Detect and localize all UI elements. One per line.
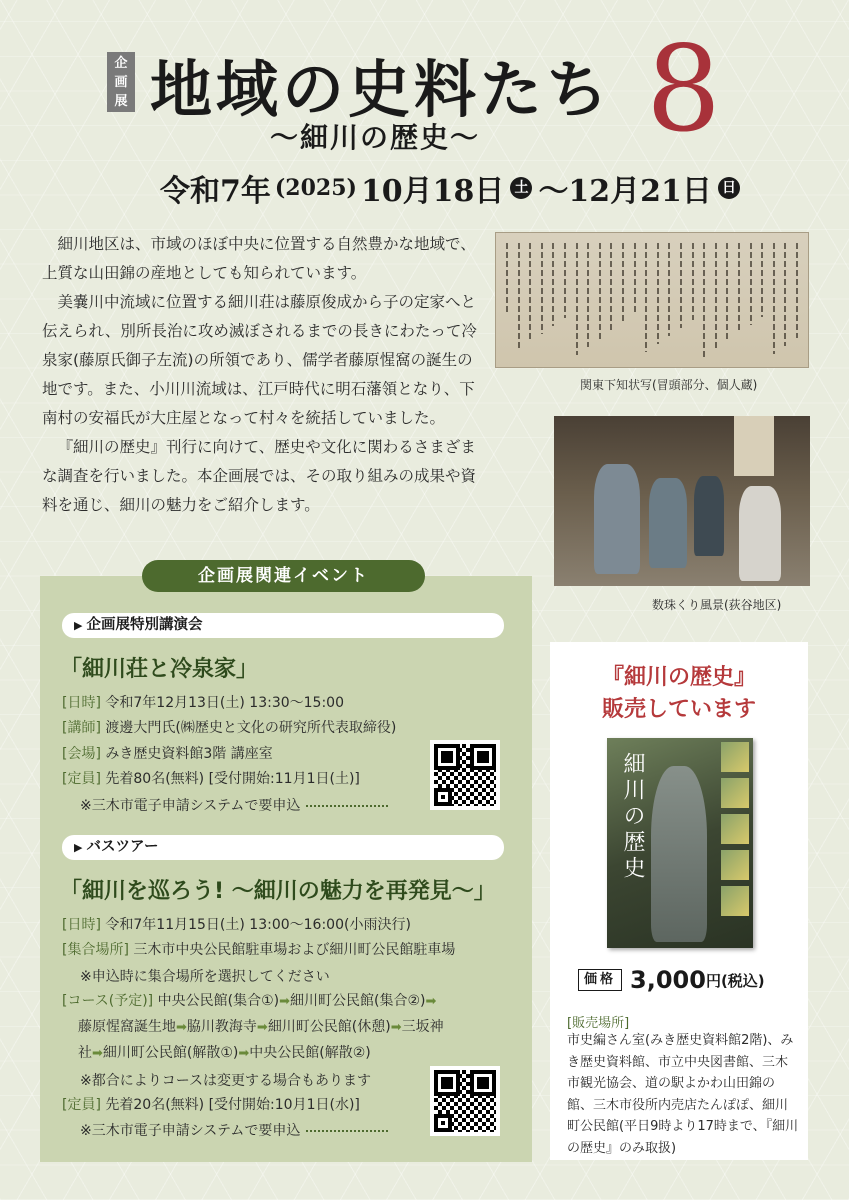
bus-meet-label: [集合場所] (62, 942, 129, 958)
lecture-qr-code[interactable] (430, 740, 500, 810)
bus-section-bar (62, 835, 504, 860)
intro-paragraph-2: 美嚢川中流域に位置する細川荘は藤原俊成から子の定家へと伝えられ、別所長治に攻め滅ぼされるまでの長きにわたって冷泉家(藤原氏御子左流)の所領であり、儒学者藤原惺窩の誕生の地です。また、小川川流域は、江戸時代に明石藩領となり、下南村の安福氏が大庄屋となって村々を統括していました。 (42, 293, 477, 427)
script-column (657, 243, 659, 344)
price-label: 価格 (578, 969, 622, 991)
triangle-right-icon: ▶ (74, 619, 83, 632)
script-column (715, 243, 717, 349)
lecture-capacity: 先着80名(無料) [受付開始:11月1日(土)] (105, 771, 360, 787)
bus-course-row-3 (78, 1044, 371, 1063)
script-column (645, 243, 647, 352)
date-start: 10月18日 (360, 174, 505, 209)
arrow-right-icon: ➡ (279, 994, 290, 1009)
script-column (622, 243, 624, 323)
volume-number: 8 (646, 20, 722, 158)
date-year: (2025) (274, 175, 357, 201)
price-unit: 円(税込) (705, 971, 765, 990)
bus-apply-note (80, 1120, 388, 1140)
lecture-note: ※三木市電子申請システムで要申込 (80, 798, 301, 814)
lecture-speaker-row (62, 719, 396, 737)
price-row (578, 966, 765, 994)
shop-label: [販売場所] (567, 1016, 630, 1031)
exhibition-badge: 企 画 展 (107, 52, 135, 112)
script-column (761, 243, 763, 317)
script-column (738, 243, 740, 333)
book-cover (607, 738, 753, 948)
script-column (726, 243, 728, 341)
cover-photo-thumb (721, 814, 749, 844)
script-column (796, 243, 798, 338)
lecture-venue-label: [会場] (62, 746, 101, 762)
lecture-date-row (62, 694, 344, 712)
course-stop-8: 中央公民館(解散②) (249, 1045, 371, 1061)
lecture-section-bar (62, 613, 504, 638)
book-cover-title: 細川の歴史 (620, 752, 645, 882)
statue-image (651, 766, 707, 942)
bus-date-row (62, 916, 411, 934)
bus-course-row-2 (78, 1018, 444, 1037)
lecture-speaker: 渡邊大門氏(㈱歴史と文化の研究所代表取締役) (105, 720, 397, 736)
bus-capacity-row (62, 1096, 360, 1114)
script-column (610, 243, 612, 331)
bus-course-row-1 (62, 992, 436, 1011)
script-column (599, 243, 601, 339)
script-column (518, 243, 520, 350)
lecture-venue: みき歴史資料館3階 講座室 (105, 746, 273, 762)
bus-course-label: [コース(予定)] (62, 993, 154, 1009)
script-column (506, 243, 508, 313)
script-column (564, 243, 566, 318)
script-column (773, 243, 775, 354)
course-stop-5: 細川町公民館(休憩) (267, 1019, 391, 1035)
course-stop-3: 藤原惺窩誕生地 (78, 1019, 176, 1035)
juzukuri-photo (554, 416, 810, 586)
script-column (634, 243, 636, 315)
script-column (529, 243, 531, 342)
script-column (680, 243, 682, 328)
script-column (703, 243, 705, 357)
lecture-title: 「細川荘と冷泉家」 (60, 657, 259, 682)
lecture-capacity-row (62, 770, 360, 788)
script-column (541, 243, 543, 334)
arrow-right-icon: ➡ (390, 1020, 402, 1035)
script-column (692, 243, 694, 320)
bus-section-label: バスツアー (86, 839, 159, 855)
course-stop-7: 細川町公民館(解散①) (102, 1045, 239, 1061)
arrow-right-icon: ➡ (425, 994, 437, 1009)
bus-qr-code[interactable] (430, 1066, 500, 1136)
intro-paragraph-1: 細川地区は、市域のほぼ中央に位置する自然豊かな地域で、上質な山田錦の産地としても知られています。 (42, 235, 476, 282)
script-column (587, 243, 589, 347)
script-column (750, 243, 752, 325)
bus-meet-note: ※申込時に集合場所を選択してください (80, 969, 330, 985)
script-column (552, 243, 554, 326)
arrow-right-icon: ➡ (238, 1046, 250, 1061)
day-badge-sun: 日 (718, 177, 740, 199)
cover-photo-thumb (721, 742, 749, 772)
events-header: 企画展関連イベント (142, 560, 425, 592)
dotted-arrow-icon (306, 805, 388, 807)
lecture-apply-note (80, 795, 388, 815)
price-value: 3,000 (630, 966, 706, 994)
exhibition-dates (160, 166, 742, 210)
lecture-venue-row (62, 745, 273, 763)
bus-capacity-label: [定員] (62, 1097, 101, 1113)
document-photo-caption: 関東下知状写(冒頭部分、個人蔵) (580, 378, 758, 392)
cover-photo-thumb (721, 778, 749, 808)
document-photo (495, 232, 809, 368)
bus-capacity: 先着20名(無料) [受付開始:10月1日(水)] (105, 1097, 360, 1113)
intro-text (42, 230, 482, 520)
script-column (784, 243, 786, 346)
arrow-right-icon: ➡ (176, 1020, 187, 1035)
cover-photo-thumb (721, 850, 749, 880)
cover-photo-thumb (721, 886, 749, 916)
sale-title-onsale: 販売しています (601, 697, 756, 722)
script-column (576, 243, 578, 355)
arrow-right-icon: ➡ (92, 1046, 103, 1061)
shop-list: 市史編さん室(みき歴史資料館2階)、みき歴史資料館、市立中央図書館、三木市観光協会、道の駅よかわ山田錦の館、三木市役所内売店たんぽぽ、細川町公民館(平日9時より17時まで、『細川の歴史』のみ取扱) (567, 1033, 799, 1156)
bus-title: 「細川を巡ろう! 〜細川の魅力を再発見〜」 (60, 879, 496, 904)
date-end: 〜12月21日 (538, 174, 712, 209)
lecture-section-label: 企画展特別講演会 (86, 617, 203, 633)
juzukuri-photo-caption: 数珠くり風景(荻谷地区) (652, 598, 782, 612)
course-stop-4: 脇川教海寺 (186, 1019, 257, 1035)
intro-paragraph-3: 『細川の歴史』刊行に向けて、歴史や文化に関わるさまざまな調査を行いました。本企画展では、その取り組みの成果や資料を通じ、細川の魅力をご紹介します。 (42, 438, 477, 514)
course-stop-6: 三坂神 (401, 1019, 444, 1035)
date-era: 令和7年 (160, 174, 271, 209)
lecture-capacity-label: [定員] (62, 771, 101, 787)
page-title: 地域の史料たち (150, 53, 613, 126)
lecture-speaker-label: [講師] (62, 720, 101, 736)
course-stop-6b: 社 (78, 1045, 92, 1061)
bus-meet: 三木市中央公民館駐車場および細川町公民館駐車場 (133, 942, 456, 958)
sale-title-book: 『細川の歴史』 (601, 665, 756, 690)
dotted-arrow-icon (306, 1130, 388, 1132)
bus-date-label: [日時] (62, 917, 101, 933)
bus-course-note: ※都合によりコースは変更する場合もあります (80, 1073, 372, 1089)
lecture-date-label: [日時] (62, 695, 101, 711)
lecture-date: 令和7年12月13日(土) 13:30〜15:00 (105, 695, 344, 711)
bus-note: ※三木市電子申請システムで要申込 (80, 1123, 301, 1139)
course-stop-1: 中央公民館(集合①) (157, 993, 280, 1009)
sale-title (550, 662, 808, 726)
page-subtitle: 〜細川の歴史〜 (270, 121, 481, 154)
script-column (668, 243, 670, 336)
day-badge-sat: 土 (510, 177, 532, 199)
triangle-right-icon: ▶ (74, 841, 83, 854)
arrow-right-icon: ➡ (256, 1020, 268, 1035)
bus-meet-row (62, 941, 455, 959)
course-stop-2: 細川町公民館(集合②) (290, 993, 426, 1009)
bus-date: 令和7年11月15日(土) 13:00〜16:00(小雨決行) (105, 917, 411, 933)
